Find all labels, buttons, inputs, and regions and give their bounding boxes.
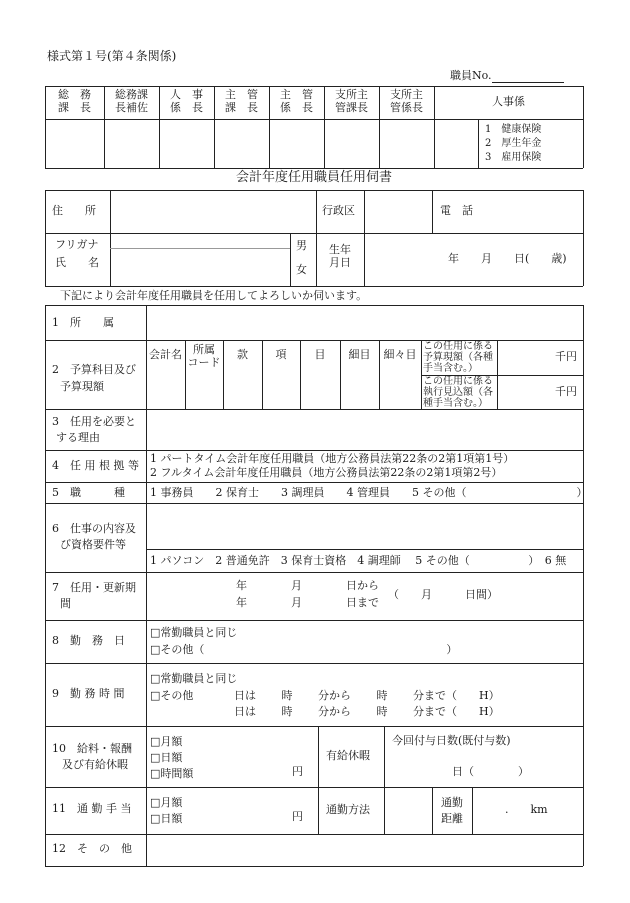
- commute-method-label: 通勤方法: [326, 803, 370, 816]
- row-label-7: 7 任用・更新期 間: [52, 581, 136, 610]
- period-from[interactable]: 年 月 日から: [236, 579, 379, 592]
- qualification-options[interactable]: 1 パソコン 2 普通免許 3 保育士資格 4 調理師 5 その他（ ） 6 無: [150, 554, 567, 567]
- personnel-header: 人事係: [492, 95, 525, 108]
- budget-col-moku: 目: [314, 348, 326, 361]
- row-label-11: 11 通 勤 手 当: [52, 802, 132, 815]
- job-description-field[interactable]: [148, 505, 580, 547]
- other-field[interactable]: [148, 836, 580, 864]
- grant-days-value[interactable]: 日（ ）: [452, 765, 529, 778]
- form-title: 会計年度任用職員任用伺書: [235, 170, 392, 185]
- hours-line-2[interactable]: 日は 時 分から 時 分まで（ H）: [234, 705, 500, 718]
- birth-label: 生年 月日: [329, 243, 351, 269]
- row-label-9: 9 勤 務 時 間: [52, 687, 125, 700]
- budget-current-label: この任用に係る 予算現額（各種 手当含む。）: [423, 341, 493, 374]
- budget-current-unit: 千円: [555, 350, 577, 363]
- approval-header-3: 人 事 係 長: [170, 88, 203, 114]
- grant-days-label: 今回付与日数(既付与数): [392, 734, 511, 747]
- approval-header-5: 主 管 係 長: [280, 88, 313, 114]
- phone-field[interactable]: [490, 193, 580, 231]
- row-label-3: 3 任用を必要と する理由: [52, 415, 136, 444]
- staff-no-label: 職員No.: [450, 69, 492, 82]
- approval-header-1: 総 務 課 長: [58, 88, 91, 114]
- budget-col-saisaimoku: 細々目: [383, 348, 417, 361]
- furigana-field[interactable]: [112, 235, 288, 247]
- row-label-4: 4 任 用 根 拠 等: [52, 459, 139, 472]
- workdays-same-checkbox[interactable]: □常勤職員と同じ: [150, 626, 238, 639]
- basis-options[interactable]: 1 パートタイム会計年度任用職員（地方公務員法第22条の2第1項第1号） 2 フルタイム会計年度任用職員（地方公務員法第22条の2第1項第2号）: [150, 452, 515, 479]
- budget-col-code: 所属 コード: [187, 343, 221, 369]
- row-label-8: 8 勤 務 日: [52, 634, 125, 647]
- budget-current-field[interactable]: [499, 342, 553, 373]
- salary-yen: 円: [292, 765, 303, 778]
- budget-expected-label: この任用に係る 執行見込額（各 種手当含む。）: [423, 376, 493, 409]
- hours-other-checkbox[interactable]: □その他: [150, 689, 194, 702]
- row-label-10: 10 給料・報酬 及び有給休暇: [52, 742, 132, 771]
- row-label-6: 6 仕事の内容及 び資格要件等: [52, 522, 136, 551]
- budget-col-account: 会計名: [149, 348, 182, 361]
- hours-same-checkbox[interactable]: □常勤職員と同じ: [150, 672, 238, 685]
- request-text: 下記により会計年度任用職員を任用してよろしいか伺います。: [60, 289, 368, 302]
- name-label: 氏 名: [55, 256, 99, 269]
- commute-distance-value[interactable]: . km: [505, 803, 548, 816]
- staff-no-field[interactable]: [492, 82, 564, 83]
- row-label-12: 12 そ の 他: [52, 842, 132, 855]
- workdays-other-checkbox[interactable]: □その他（ ）: [150, 643, 458, 656]
- insurance-list: 1 健康保険 2 厚生年金 3 雇用保険: [485, 124, 542, 163]
- phone-label: 電 話: [440, 204, 473, 217]
- row-label-1: 1 所 属: [52, 316, 114, 329]
- budget-col-saimoku: 細目: [348, 348, 371, 361]
- period-to[interactable]: 年 月 日まで: [236, 596, 379, 609]
- budget-col-kou: 項: [275, 348, 287, 361]
- paid-leave-label: 有給休暇: [326, 749, 370, 762]
- approval-header-2: 総務課 長補佐: [115, 88, 148, 114]
- district-label: 行政区: [322, 204, 355, 217]
- row-label-5: 5 職 種: [52, 486, 125, 499]
- period-duration[interactable]: （ 月 日間）: [388, 588, 498, 601]
- approval-header-6: 支所主 管課長: [335, 88, 368, 114]
- department-field[interactable]: [148, 307, 580, 338]
- form-label: 様式第１号(第４条関係): [47, 49, 177, 63]
- hours-line-1[interactable]: 日は 時 分から 時 分まで（ H）: [234, 689, 500, 702]
- commute-method-field[interactable]: [386, 789, 430, 832]
- name-field[interactable]: [112, 250, 288, 284]
- salary-options[interactable]: □月額 □日額 □時間額: [150, 735, 194, 780]
- reason-field[interactable]: [148, 411, 580, 448]
- address-label: 住 所: [52, 204, 96, 217]
- approval-header-4: 主 管 課 長: [225, 88, 258, 114]
- gender-female[interactable]: 女: [296, 263, 307, 276]
- commute-distance-label: 通勤 距離: [441, 796, 463, 825]
- district-field[interactable]: [366, 193, 430, 231]
- birth-value[interactable]: 年 月 日( 歳): [448, 252, 567, 265]
- row-label-2: 2 予算科目及び 予算現額: [52, 363, 136, 393]
- gender-male[interactable]: 男: [296, 239, 307, 252]
- furigana-label: フリガナ: [55, 238, 99, 251]
- budget-expected-field[interactable]: [499, 377, 553, 407]
- approval-header-7: 支所主 管係長: [390, 88, 423, 114]
- commute-yen: 円: [292, 810, 303, 823]
- address-field[interactable]: [112, 193, 312, 231]
- commute-options[interactable]: □月額 □日額: [150, 796, 183, 825]
- job-type-options[interactable]: 1 事務員 2 保育士 3 調理員 4 管理員 5 その他（ ）: [150, 486, 588, 499]
- budget-expected-unit: 千円: [555, 385, 577, 398]
- budget-col-kan: 款: [237, 348, 248, 361]
